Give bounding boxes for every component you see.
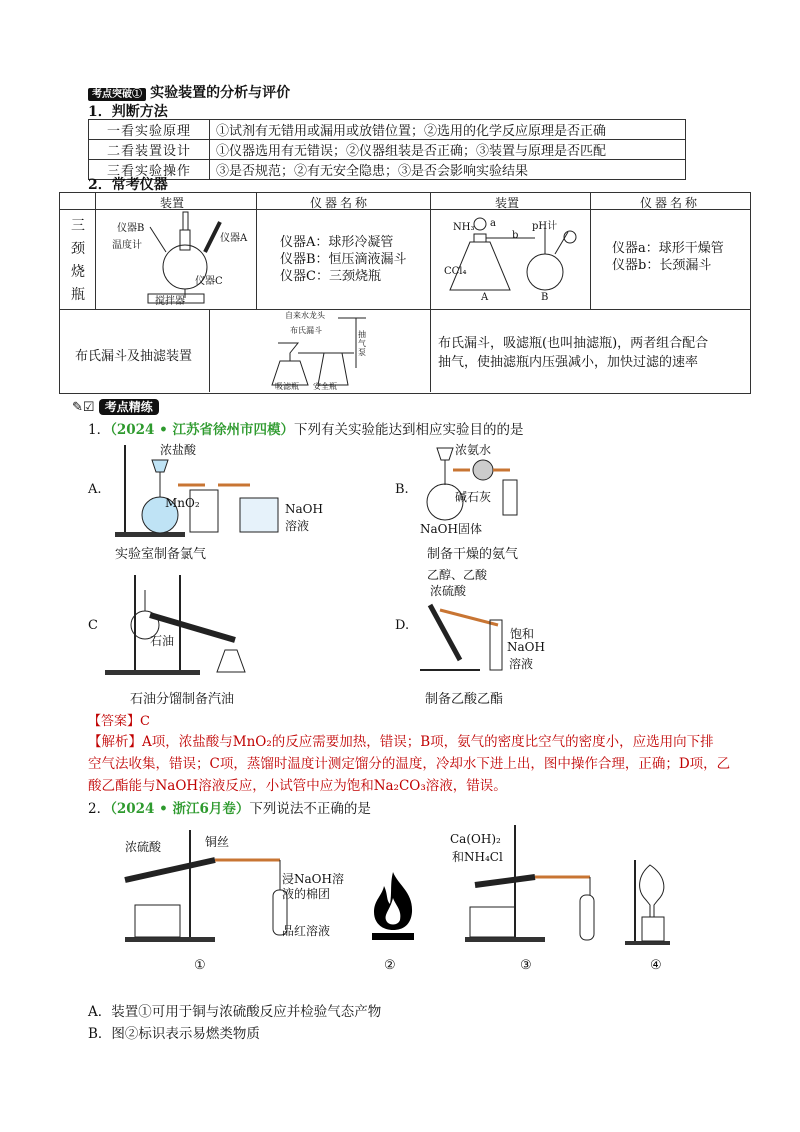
label-naoh-cotton-2: 液的棉团 bbox=[282, 887, 331, 901]
row-key: 二看装置设计 bbox=[89, 140, 210, 160]
label-naoh-d: NaOH bbox=[507, 640, 545, 654]
analysis-line: 空气法收集，错误；C项，蒸馏时温度计测定馏分的温度，冷却水下进上出，图中操作合理，正确；D项，乙 bbox=[88, 756, 731, 772]
row-value: ③是否规范；②有无安全隐患；③是否会影响实验结果 bbox=[210, 160, 686, 180]
judge-table bbox=[88, 119, 686, 180]
label-instrument-b: 仪器B bbox=[117, 223, 145, 234]
label-pump: 抽气泵 bbox=[358, 330, 366, 357]
row2-label: 布氏漏斗及抽滤装置 bbox=[75, 349, 193, 364]
q1-caption-d: 制备乙酸乙酯 bbox=[425, 692, 504, 707]
label-buchner: 布氏漏斗 bbox=[290, 326, 322, 335]
q1-option-b-letter: B. bbox=[395, 482, 409, 497]
label-naoh-cotton-1: 浸NaOH溶 bbox=[282, 872, 344, 886]
row-key: 三看实验操作 bbox=[89, 160, 210, 180]
q1-answer: 【答案】C bbox=[88, 714, 150, 729]
label-conc-ammonia: 浓氨水 bbox=[455, 443, 492, 457]
label-solution-d: 溶液 bbox=[509, 657, 534, 671]
label-solution: 溶液 bbox=[285, 519, 310, 533]
row1-names bbox=[280, 234, 407, 285]
label-conc-hcl: 浓盐酸 bbox=[160, 443, 197, 457]
q1-fig-c bbox=[105, 570, 255, 680]
table-row bbox=[89, 160, 686, 180]
label-safety-bottle: 安全瓶 bbox=[313, 382, 337, 391]
q2-fig-4-number: ④ bbox=[650, 958, 662, 973]
analysis-line: 【解析】A项，浓盐酸与MnO₂的反应需要加热，错误；B项，氨气的密度比空气的密度小，应选用向下排 bbox=[88, 734, 714, 750]
question-1 bbox=[88, 418, 523, 438]
q1-stem: 下列有关实验能达到相应实验目的的是 bbox=[293, 422, 524, 438]
q1-option-a-letter: A. bbox=[88, 482, 102, 497]
label-mno2: MnO₂ bbox=[165, 496, 200, 510]
label-B: B bbox=[541, 292, 549, 303]
label-instrument-a: 仪器A bbox=[220, 233, 248, 244]
row-key: 一看实验原理 bbox=[89, 120, 210, 140]
label-ethanol-acetic: 乙醇、乙酸 bbox=[427, 568, 488, 582]
label-a: a bbox=[490, 218, 496, 229]
label-ccl4: CCl₄ bbox=[444, 266, 467, 277]
col-name-2: 仪器名称 bbox=[640, 196, 701, 210]
q1-analysis bbox=[88, 731, 730, 797]
q1-caption-b: 制备干燥的氨气 bbox=[427, 547, 519, 562]
row1-names-2 bbox=[612, 240, 724, 274]
table-row bbox=[89, 120, 686, 140]
q2-fig-3-number: ③ bbox=[520, 958, 532, 973]
q2-option-b: B．图②标识表示易燃类物质 bbox=[88, 1026, 260, 1042]
suction-filter-figure bbox=[268, 313, 388, 389]
q2-option-a: A．装置①可用于铜与浓硫酸反应并检验气态产物 bbox=[88, 1004, 382, 1020]
label-ph-meter: pH计 bbox=[532, 221, 558, 232]
q1-option-c-letter: C bbox=[88, 618, 98, 633]
col-device: 装置 bbox=[160, 196, 185, 210]
section-header bbox=[88, 82, 290, 102]
row-value: ①仪器选用有无错误；②仪器组装是否正确；③装置与原理是否匹配 bbox=[210, 140, 686, 160]
q2-stem: 下列说法不正确的是 bbox=[249, 801, 371, 817]
q1-caption-a: 实验室制备氯气 bbox=[115, 547, 207, 562]
row2-desc bbox=[438, 334, 708, 372]
q2-fig-2-number: ② bbox=[384, 958, 396, 973]
q2-number: 2． bbox=[88, 801, 111, 817]
desc-line: 抽气，使抽滤瓶内压强减小，加快过滤的速率 bbox=[438, 355, 699, 370]
label-soda-lime: 碱石灰 bbox=[455, 490, 492, 504]
label-caoh2: Ca(OH)₂ bbox=[450, 832, 501, 846]
name-line: 仪器b：长颈漏斗 bbox=[612, 258, 712, 273]
q1-source: （2024 • 江苏省徐州市四模） bbox=[110, 422, 294, 438]
label-thermometer: 温度计 bbox=[112, 240, 142, 251]
label-b: b bbox=[512, 230, 519, 241]
label-faucet: 自来水龙头 bbox=[285, 311, 325, 320]
col-name: 仪器名称 bbox=[310, 196, 371, 210]
section-title: 实验装置的分析与评价 bbox=[150, 85, 291, 101]
q2-source: （2024 • 浙江6月卷） bbox=[110, 801, 250, 817]
label-filter-flask: 吸滤瓶 bbox=[275, 382, 299, 391]
pencil-icon: ✎ bbox=[72, 400, 83, 415]
practice-header bbox=[72, 398, 159, 415]
row-value: ①试剂有无错用或漏用或放错位置；②选用的化学反应原理是否正确 bbox=[210, 120, 686, 140]
q1-option-d-letter: D. bbox=[395, 618, 410, 633]
label-petroleum: 石油 bbox=[150, 634, 175, 648]
desc-line: 布氏漏斗，吸滤瓶(也叫抽滤瓶)，两者组合配合 bbox=[438, 336, 709, 351]
label-saturated: 饱和 bbox=[510, 627, 535, 641]
table-row bbox=[89, 140, 686, 160]
name-line: 仪器B：恒压滴液漏斗 bbox=[280, 252, 407, 267]
row1-label: 三颈烧瓶 bbox=[71, 218, 85, 303]
q2-fig-4 bbox=[620, 855, 680, 950]
col-device-2: 装置 bbox=[495, 196, 520, 210]
label-stirrer: 搅拌器 bbox=[155, 296, 185, 307]
instruments-heading: 2．常考仪器 bbox=[88, 177, 168, 193]
label-conc-sulfuric: 浓硫酸 bbox=[430, 584, 467, 598]
q2-fig-1-number: ① bbox=[194, 958, 206, 973]
name-line: 仪器C：三颈烧瓶 bbox=[280, 269, 381, 284]
section-badge: 考点突破① bbox=[88, 88, 146, 101]
label-nh3: NH₃ bbox=[453, 222, 475, 233]
judge-heading: 1．判断方法 bbox=[88, 104, 168, 120]
q1-number: 1． bbox=[88, 422, 111, 438]
label-conc-sulfuric-2: 浓硫酸 bbox=[125, 840, 162, 854]
label-nh4cl: 和NH₄Cl bbox=[452, 850, 503, 864]
checkbox-icon: ☑ bbox=[82, 400, 95, 415]
practice-badge: 考点精练 bbox=[99, 399, 159, 415]
flammable-icon bbox=[368, 870, 418, 942]
name-line: 仪器A：球形冷凝管 bbox=[280, 235, 394, 250]
analysis-line: 酸乙酯能与NaOH溶液反应，小试管中应为饱和Na₂CO₃溶液，错误。 bbox=[88, 778, 507, 794]
label-instrument-c: 仪器C bbox=[195, 276, 223, 287]
question-2 bbox=[88, 797, 371, 817]
label-A: A bbox=[481, 292, 489, 303]
label-naoh-solid: NaOH固体 bbox=[420, 522, 482, 536]
label-magenta-solution: 品红溶液 bbox=[282, 924, 331, 938]
label-naoh: NaOH bbox=[285, 502, 323, 516]
q1-caption-c: 石油分馏制备汽油 bbox=[130, 692, 235, 707]
label-copper-wire: 铜丝 bbox=[205, 835, 230, 849]
name-line: 仪器a：球形干燥管 bbox=[612, 241, 724, 256]
